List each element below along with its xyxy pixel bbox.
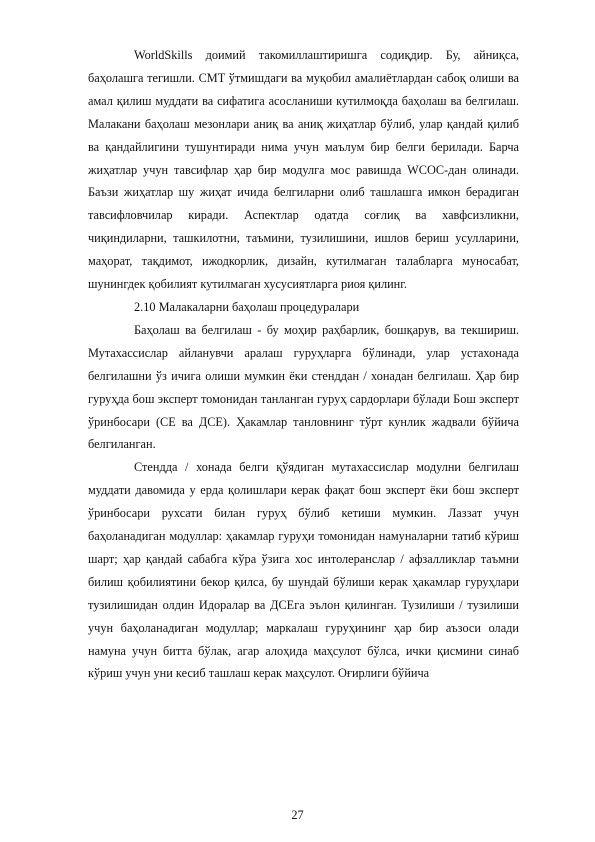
paragraph-intro: WorldSkills доимий такомиллаштиришга содиқдир. Бу, айниқса, баҳолашга тегишли. CMT ўтмишдаги ва муқобил амалиётлардан сабоқ олиши ва амал қилиш муддати ва сифатига асосланиши кутилмоқда баҳолаш ва белгилаш. Малакани баҳолаш мезонлари аниқ ва аниқ жиҳатлар бўлиб, улар қандай қилиб ва қандайлигини тушунтиради нима учун маълум бир белги берилади. Барча жиҳатлар учун тавсифлар ҳар бир модулга мос равишда WCOC-дан олинади. Баъзи жиҳатлар шу жиҳат ичида белгиларни олиб ташлашга имкон берадиган тавсифловчилар киради. Аспектлар одатда соғлиқ ва хавфсизликни, чиқиндиларни, ташкилотни, таъмини, тузилишини, ишлов бериш усулларини, маҳорат, тақдимот, ижодкорлик, дизайн, кутилмаган талабларга муносабат, шунингдек қобилият кутилмаган хусусиятларга риоя қилинг. [88,48,519,292]
document-page [88,44,519,685]
paragraph-assessment: Баҳолаш ва белгилаш - бу моҳир раҳбарлик, бошқарув, ва текшириш. Мутахассислар айланувчи аралаш гуруҳларга бўлинади, улар устахонада белгилашни ўз ичига олиши мумкин ёки стенддан / хонадан белгилаш. Ҳар бир гуруҳда бош эксперт томонидан танланган гуруҳ сардорлари бўлади Бош эксперт ўринбосари (CE ва ДСЕ). Ҳакамлар танловнинг тўрт кунлик жадвали бўйича белгиланган. [88,322,519,452]
paragraph-stand-marking: Стендда / хонада белги қўядиган мутахассислар модулни белгилаш муддати давомида у ерда қолишлари керак фақат бош эксперт ёки бош эксперт ўринбосари рухсати билан гуруҳ бўлиб кетиши мумкин. Лаззат учун баҳоланадиган модуллар: ҳакамлар гуруҳи томонидан намуналарни татиб кўриш шарт; ҳар қандай сабабга кўра ўзига хос интолеранслар / афзалликлар таъмни билиш қобилиятини бекор қилса, бу шундай бўлиши керак ҳакамлар гуруҳлари тузилишидан олдин Идоралар ва ДСЕга эълон қилинган. Тузилиши / тузилиши учун баҳоланадиган модуллар; маркалаш гуруҳининг ҳар бир аъзоси олади намуна учун битта бўлак, агар алоҳида маҳсулот бўлса, ички қисмини синаб кўриш учун уни кесиб ташлаш керак маҳсулот. Оғирлиги бўйича [88,460,519,681]
section-heading: 2.10 Малакаларни баҳолаш процедуралари [134,299,360,314]
page-number: 27 [291,808,304,822]
